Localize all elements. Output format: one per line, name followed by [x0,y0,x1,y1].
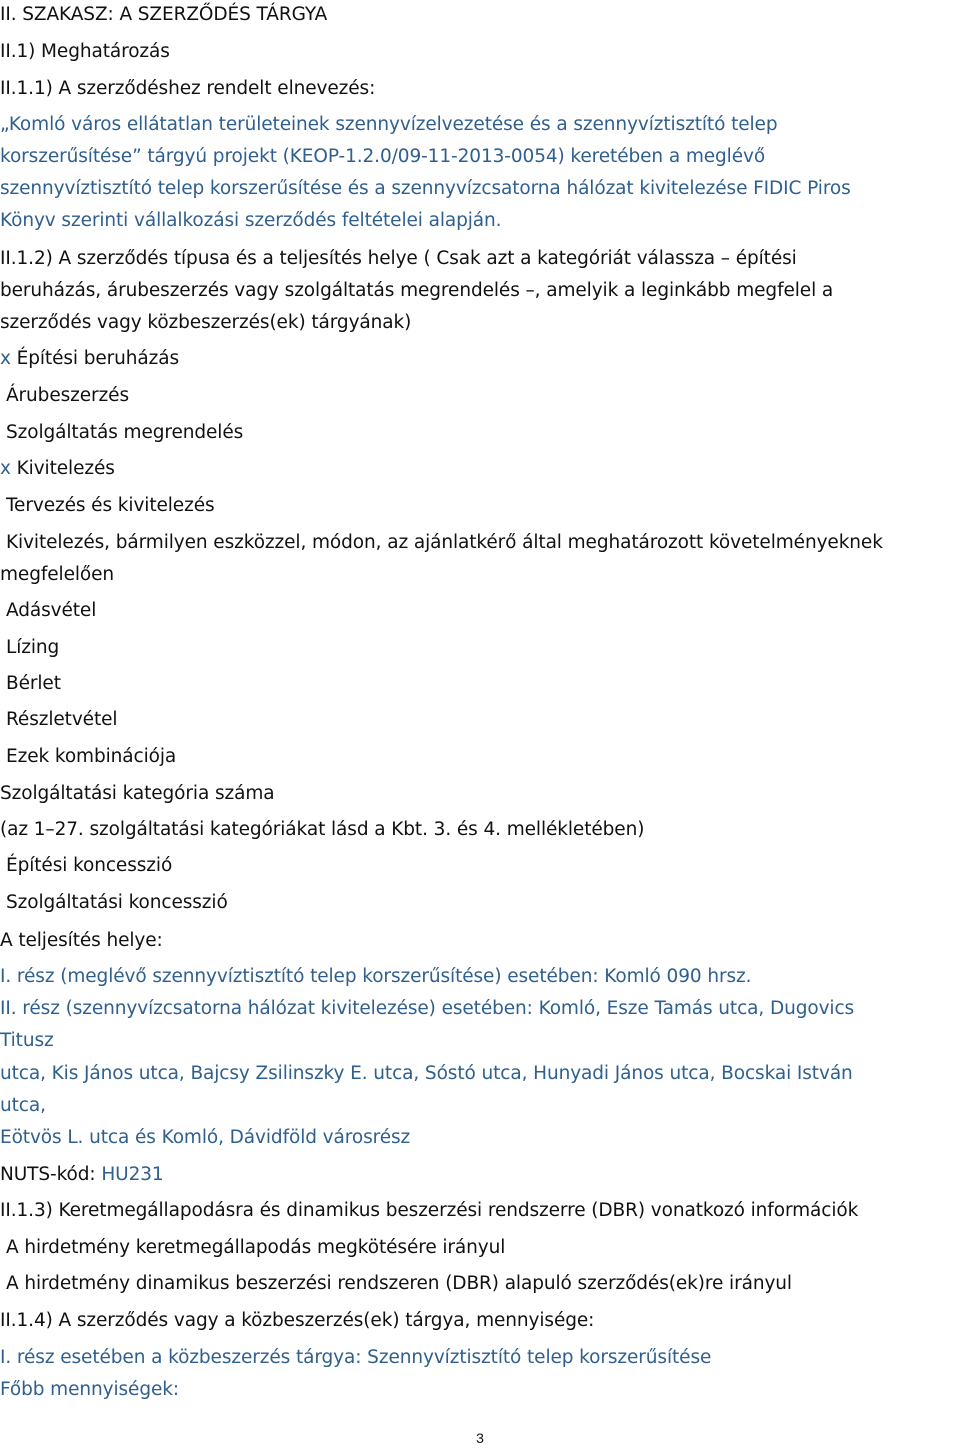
heading-ii12-line: szerződés vagy közbeszerzés(ek) tárgyának) [0,312,412,333]
option-supply: Árubeszerzés [6,385,129,406]
heading-ii13: II.1.3) Keretmegállapodásra és dinamikus beszerzési rendszerre (DBR) vonatkozó információk [0,1200,859,1221]
contract-name-line: „Komló város ellátatlan területeinek szennyvízelvezetése és a szennyvíztisztító telep [0,114,778,135]
heading-ii12-line: beruházás, árubeszerzés vagy szolgáltatás megrendelés –, amelyik a leginkább megfelel a [0,280,834,301]
selected-marker: x [0,348,11,369]
option-rent: Bérlet [6,673,61,694]
option-construction [0,346,179,372]
heading-ii11: II.1.1) A szerződéshez rendelt elnevezés: [0,78,376,99]
place-line: utca, [0,1095,46,1116]
option-execution-any-cont: megfelelően [0,564,115,585]
option-works-concession: Építési koncesszió [6,855,173,876]
selected-marker: x [0,458,11,479]
option-service-concession: Szolgáltatási koncesszió [6,892,228,913]
contract-name-line: korszerűsítése” tárgyú projekt (KEOP-1.2.0/09-11-2013-0054) keretében a meglévő [0,146,766,167]
contract-name-line: Könyv szerinti vállalkozási szerződés feltételei alapján. [0,210,502,231]
heading-ii1: II.1) Meghatározás [0,41,170,62]
place-label: A teljesítés helye: [0,930,163,951]
place-line: I. rész (meglévő szennyvíztisztító telep korszerűsítése) esetében: Komló 090 hrsz. [0,966,752,987]
option-design-execution: Tervezés és kivitelezés [6,495,215,516]
option-combination: Ezek kombinációja [6,746,177,767]
heading-ii12-line: II.1.2) A szerződés típusa és a teljesítés helye ( Csak azt a kategóriát válassza – építési [0,248,797,269]
heading-ii14: II.1.4) A szerződés vagy a közbeszerzés(ek) tárgya, mennyisége: [0,1310,595,1331]
nuts-label: NUTS-kód: [0,1164,102,1185]
nuts-code [0,1162,164,1188]
nuts-value: HU231 [101,1164,164,1185]
option-hire-purchase: Részletvétel [6,709,118,730]
service-category-note: (az 1–27. szolgáltatási kategóriákat lásd a Kbt. 3. és 4. mellékletében) [0,819,645,840]
option-service: Szolgáltatás megrendelés [6,422,244,443]
option-label: Építési beruházás [16,348,180,369]
service-category-label: Szolgáltatási kategória száma [0,783,275,804]
contract-name-line: szennyvíztisztító telep korszerűsítése és a szennyvízcsatorna hálózat kivitelezése FIDIC Piros [0,178,851,199]
option-leasing: Lízing [6,637,60,658]
option-execution-any: Kivitelezés, bármilyen eszközzel, módon, az ajánlatkérő által meghatározott követelményeknek [6,532,883,553]
part1-subject: I. rész esetében a közbeszerzés tárgya: Szennyvíztisztító telep korszerűsítése [0,1347,712,1368]
main-quantities: Főbb mennyiségek: [0,1379,180,1400]
option-dps: A hirdetmény dinamikus beszerzési rendszeren (DBR) alapuló szerződés(ek)re irányul [6,1273,792,1294]
place-line: II. rész (szennyvízcsatorna hálózat kivitelezése) esetében: Komló, Esze Tamás utca, Dugovics [0,998,855,1019]
place-line: Titusz [0,1030,54,1051]
option-execution [0,456,115,482]
option-purchase: Adásvétel [6,600,97,621]
place-line: utca, Kis János utca, Bajcsy Zsilinszky E. utca, Sóstó utca, Hunyadi János utca, Bocskai István [0,1063,853,1084]
place-line: Eötvös L. utca és Komló, Dávidföld városrész [0,1127,411,1148]
page-number: 3 [476,1430,484,1446]
section-title: II. SZAKASZ: A SZERZŐDÉS TÁRGYA [0,4,328,25]
option-label: Kivitelezés [16,458,115,479]
option-framework: A hirdetmény keretmegállapodás megkötésére irányul [6,1237,506,1258]
